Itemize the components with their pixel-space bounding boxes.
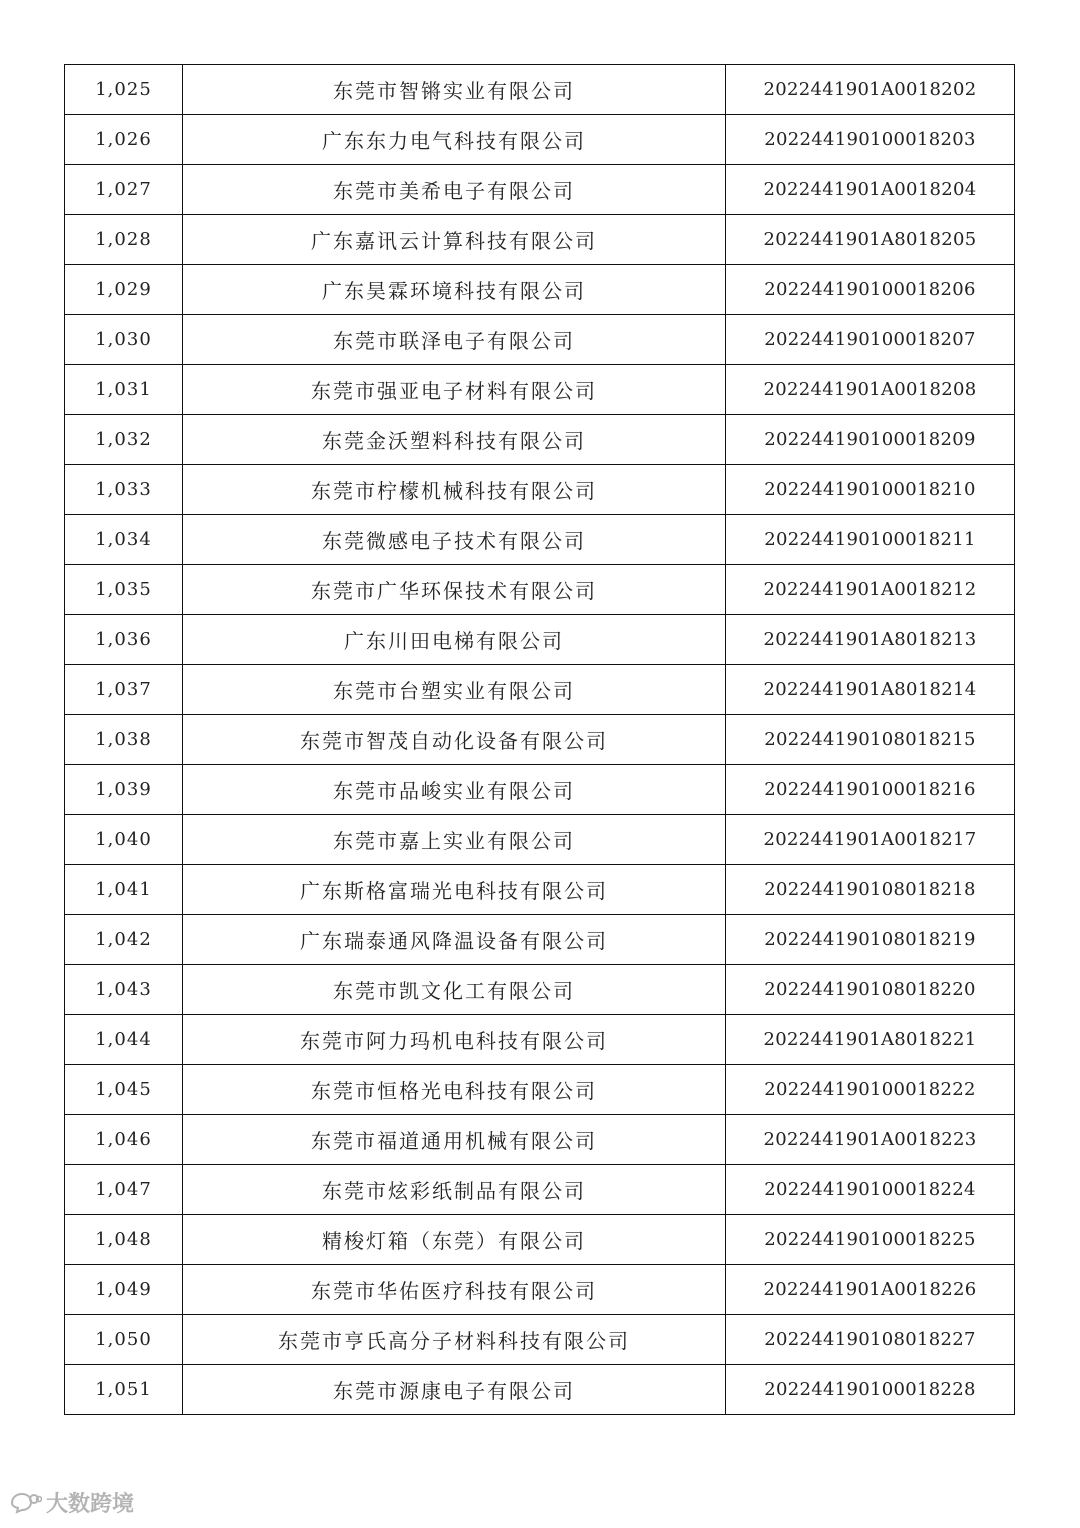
row-number-cell: 1,049 (65, 1265, 183, 1315)
registration-code-cell: 2022441901A0018226 (726, 1265, 1015, 1315)
row-number-cell: 1,041 (65, 865, 183, 915)
registration-code-cell: 2022441901A0018217 (726, 815, 1015, 865)
registration-code-cell: 202244190108018220 (726, 965, 1015, 1015)
table-row (65, 515, 1015, 565)
registration-code-cell: 2022441901A8018205 (726, 215, 1015, 265)
table-row (65, 1265, 1015, 1315)
registration-code-cell: 2022441901A0018212 (726, 565, 1015, 615)
table-row (65, 215, 1015, 265)
registration-code-cell: 202244190108018219 (726, 915, 1015, 965)
company-name-cell: 东莞市源康电子有限公司 (183, 1365, 726, 1415)
table-row (65, 615, 1015, 665)
table-row (65, 465, 1015, 515)
table-row (65, 1315, 1015, 1365)
table-row (65, 965, 1015, 1015)
table-row (65, 1165, 1015, 1215)
registration-code-cell: 2022441901A0018202 (726, 65, 1015, 115)
table-row (65, 415, 1015, 465)
registration-code-cell: 202244190108018218 (726, 865, 1015, 915)
row-number-cell: 1,026 (65, 115, 183, 165)
row-number-cell: 1,033 (65, 465, 183, 515)
row-number-cell: 1,029 (65, 265, 183, 315)
watermark-text: 大数跨境 (46, 1492, 135, 1517)
table-row (65, 65, 1015, 115)
registration-code-cell: 2022441901A8018214 (726, 665, 1015, 715)
company-name-cell: 东莞市联泽电子有限公司 (183, 315, 726, 365)
row-number-cell: 1,032 (65, 415, 183, 465)
company-name-cell: 东莞市炫彩纸制品有限公司 (183, 1165, 726, 1215)
company-name-cell: 广东斯格富瑞光电科技有限公司 (183, 865, 726, 915)
row-number-cell: 1,030 (65, 315, 183, 365)
row-number-cell: 1,039 (65, 765, 183, 815)
table-row (65, 115, 1015, 165)
company-name-cell: 东莞市华佑医疗科技有限公司 (183, 1265, 726, 1315)
chat-bubble-icon (8, 1491, 42, 1515)
company-name-cell: 广东川田电梯有限公司 (183, 615, 726, 665)
row-number-cell: 1,047 (65, 1165, 183, 1215)
company-name-cell: 东莞微感电子技术有限公司 (183, 515, 726, 565)
table-row (65, 315, 1015, 365)
row-number-cell: 1,048 (65, 1215, 183, 1265)
table-row (65, 1215, 1015, 1265)
company-name-cell: 东莞市凯文化工有限公司 (183, 965, 726, 1015)
row-number-cell: 1,037 (65, 665, 183, 715)
company-name-cell: 东莞市嘉上实业有限公司 (183, 815, 726, 865)
table-row (65, 565, 1015, 615)
table-row (65, 165, 1015, 215)
row-number-cell: 1,045 (65, 1065, 183, 1115)
table-row (65, 265, 1015, 315)
row-number-cell: 1,050 (65, 1315, 183, 1365)
company-name-cell: 东莞市智茂自动化设备有限公司 (183, 715, 726, 765)
row-number-cell: 1,040 (65, 815, 183, 865)
registration-code-cell: 2022441901A8018213 (726, 615, 1015, 665)
registration-code-cell: 2022441901A0018204 (726, 165, 1015, 215)
table-body (65, 65, 1015, 1415)
registration-code-cell: 202244190108018215 (726, 715, 1015, 765)
company-name-cell: 东莞市美希电子有限公司 (183, 165, 726, 215)
company-name-cell: 东莞市品峻实业有限公司 (183, 765, 726, 815)
registration-code-cell: 202244190100018211 (726, 515, 1015, 565)
table-row (65, 1365, 1015, 1415)
watermark (8, 1487, 134, 1518)
company-name-cell: 东莞市恒格光电科技有限公司 (183, 1065, 726, 1115)
row-number-cell: 1,043 (65, 965, 183, 1015)
row-number-cell: 1,044 (65, 1015, 183, 1065)
registration-code-cell: 202244190100018224 (726, 1165, 1015, 1215)
table-row (65, 665, 1015, 715)
registration-code-cell: 202244190108018227 (726, 1315, 1015, 1365)
registration-code-cell: 202244190100018210 (726, 465, 1015, 515)
company-name-cell: 东莞市阿力玛机电科技有限公司 (183, 1015, 726, 1065)
company-name-cell: 东莞市柠檬机械科技有限公司 (183, 465, 726, 515)
table-row (65, 865, 1015, 915)
row-number-cell: 1,034 (65, 515, 183, 565)
registration-code-cell: 2022441901A8018221 (726, 1015, 1015, 1065)
row-number-cell: 1,035 (65, 565, 183, 615)
company-name-cell: 东莞市智锵实业有限公司 (183, 65, 726, 115)
company-name-cell: 东莞市福道通用机械有限公司 (183, 1115, 726, 1165)
company-name-cell: 东莞市强亚电子材料有限公司 (183, 365, 726, 415)
row-number-cell: 1,042 (65, 915, 183, 965)
company-name-cell: 东莞金沃塑料科技有限公司 (183, 415, 726, 465)
table-row (65, 1115, 1015, 1165)
row-number-cell: 1,038 (65, 715, 183, 765)
registration-code-cell: 202244190100018228 (726, 1365, 1015, 1415)
company-name-cell: 东莞市广华环保技术有限公司 (183, 565, 726, 615)
registration-code-cell: 202244190100018207 (726, 315, 1015, 365)
registration-code-cell: 202244190100018203 (726, 115, 1015, 165)
company-name-cell: 广东东力电气科技有限公司 (183, 115, 726, 165)
company-name-cell: 精梭灯箱（东莞）有限公司 (183, 1215, 726, 1265)
table-row (65, 765, 1015, 815)
row-number-cell: 1,051 (65, 1365, 183, 1415)
company-name-cell: 东莞市亨氏高分子材料科技有限公司 (183, 1315, 726, 1365)
registration-code-cell: 202244190100018206 (726, 265, 1015, 315)
registration-code-cell: 2022441901A0018208 (726, 365, 1015, 415)
row-number-cell: 1,031 (65, 365, 183, 415)
company-name-cell: 广东嘉讯云计算科技有限公司 (183, 215, 726, 265)
table-row (65, 365, 1015, 415)
row-number-cell: 1,046 (65, 1115, 183, 1165)
company-name-cell: 东莞市台塑实业有限公司 (183, 665, 726, 715)
registration-code-cell: 2022441901A0018223 (726, 1115, 1015, 1165)
registration-code-cell: 202244190100018209 (726, 415, 1015, 465)
company-list-table (64, 64, 1015, 1415)
row-number-cell: 1,028 (65, 215, 183, 265)
table-row (65, 1065, 1015, 1115)
registration-code-cell: 202244190100018222 (726, 1065, 1015, 1115)
row-number-cell: 1,025 (65, 65, 183, 115)
row-number-cell: 1,036 (65, 615, 183, 665)
registration-code-cell: 202244190100018225 (726, 1215, 1015, 1265)
table-row (65, 915, 1015, 965)
table-row (65, 715, 1015, 765)
table-row (65, 815, 1015, 865)
table-row (65, 1015, 1015, 1065)
company-name-cell: 广东瑞泰通风降温设备有限公司 (183, 915, 726, 965)
registration-code-cell: 202244190100018216 (726, 765, 1015, 815)
company-name-cell: 广东昊霖环境科技有限公司 (183, 265, 726, 315)
row-number-cell: 1,027 (65, 165, 183, 215)
